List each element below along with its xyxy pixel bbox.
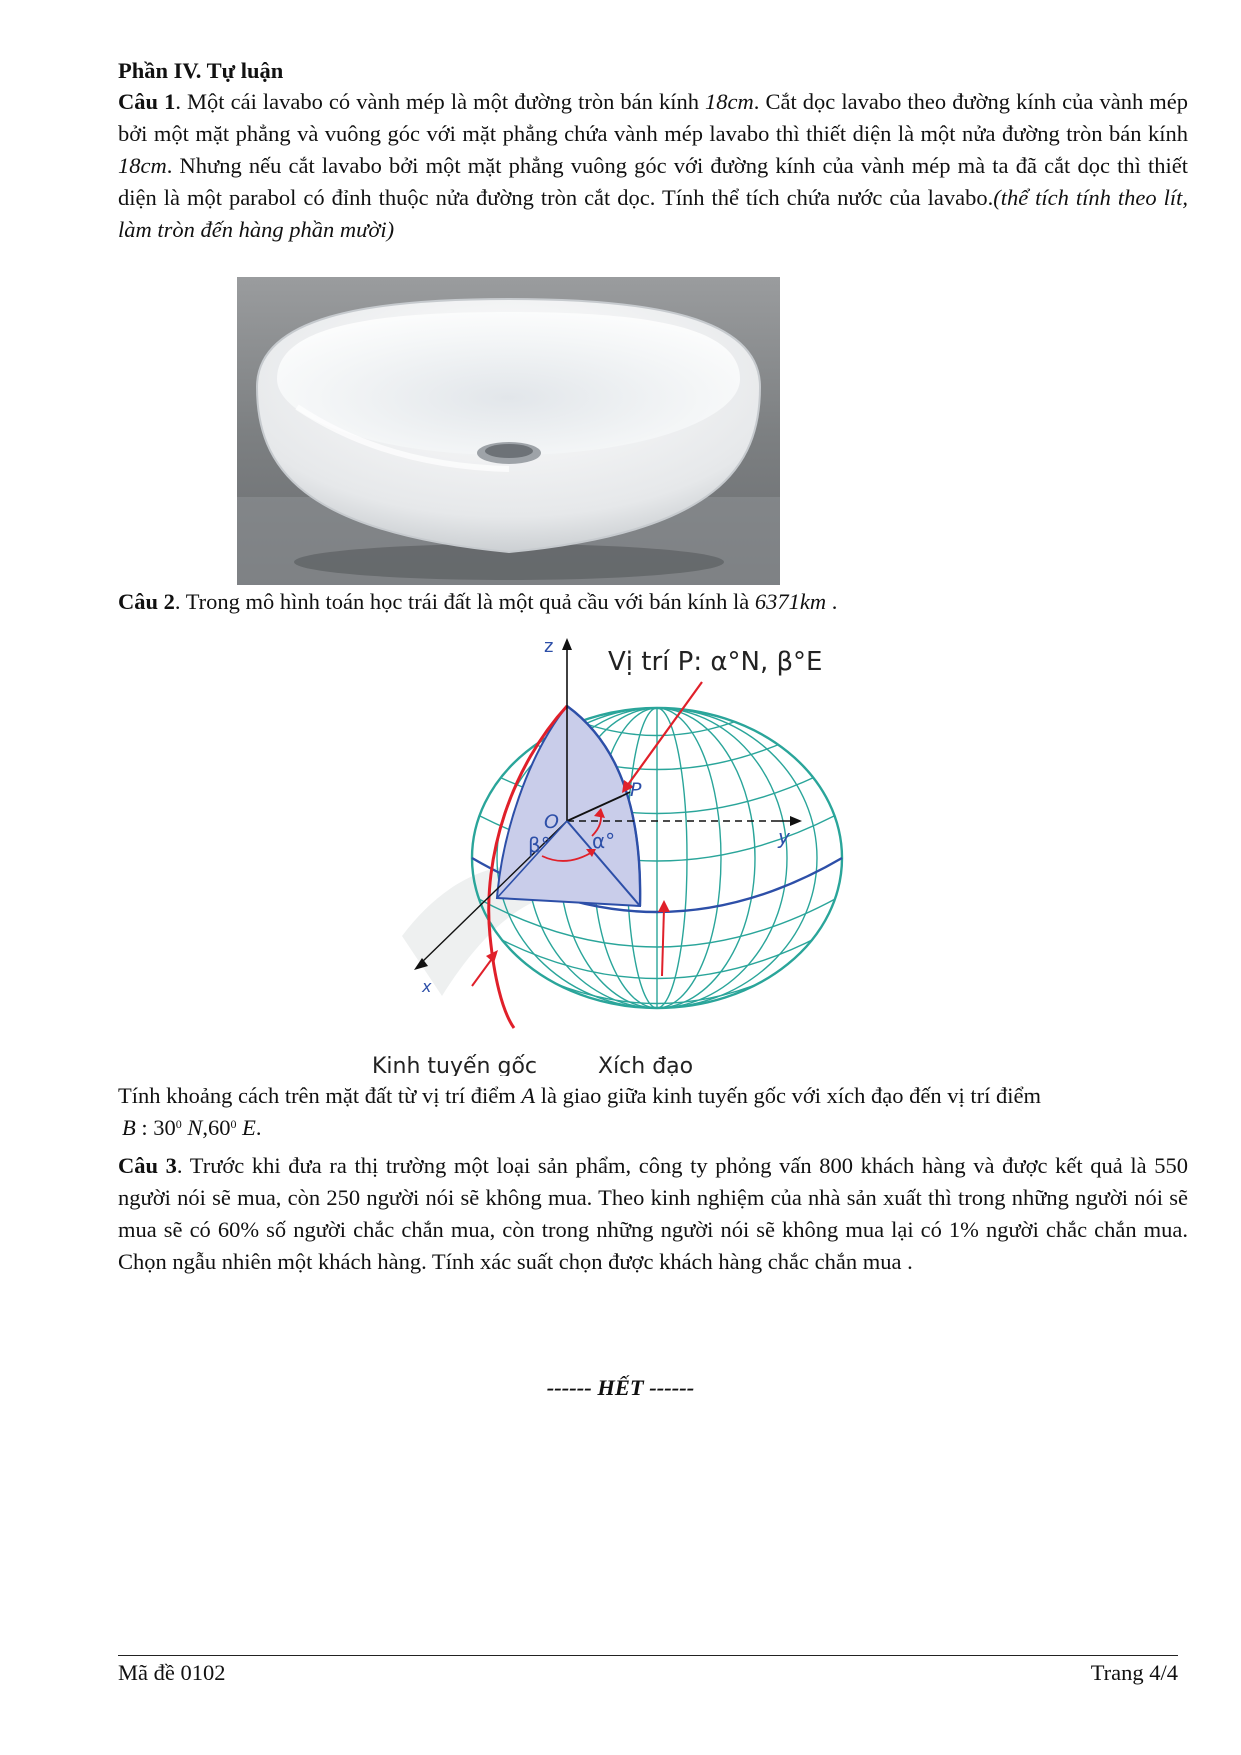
axis-z-label: z (544, 636, 554, 657)
question-2-text-a: . Trong mô hình toán học trái đất là một quả cầu với bán kính là (174, 589, 755, 614)
axis-y-label: y (778, 825, 790, 849)
coord-comma: , (202, 1115, 209, 1140)
question-2-text-b: . (826, 589, 838, 614)
longitude-degree: 60 (208, 1115, 231, 1140)
globe-diagram (372, 636, 942, 1076)
question-2-task-a: Tính khoảng cách trên mặt đất từ vị trí điểm (118, 1083, 522, 1108)
point-a-symbol: A (521, 1083, 536, 1108)
question-3 (118, 1150, 1188, 1278)
latitude-degree-sup: 0 (175, 1117, 182, 1131)
coord-separator: : (135, 1115, 154, 1140)
question-2-task-b: là giao giữa kinh tuyến gốc với xích đạo đến vị trí điểm (535, 1083, 1041, 1108)
exam-code: Mã đề 0102 (118, 1660, 226, 1685)
coord-end-dot: . (255, 1115, 262, 1140)
beta-angle-label: β° (528, 833, 551, 857)
question-1 (118, 86, 1188, 246)
radius-value-1: 18cm (705, 89, 754, 114)
origin-label: O (544, 811, 559, 833)
end-marker: ------ HẾT ------ (546, 1375, 695, 1400)
longitude-degree-sup: 0 (230, 1117, 237, 1131)
question-3-label: Câu 3 (118, 1153, 177, 1178)
question-1-text-c: . Nhưng nếu cắt lavabo bởi một mặt phẳng vuông góc với đường kính của vành mép mà ta đã cắt dọc thì thiết diện là một parabol có đỉnh thuộc nửa đường tròn cắt dọc. Tính thể tích chứa nước của lavabo. (118, 153, 1188, 210)
section-title: Phần IV. Tự luận (118, 58, 284, 83)
point-b-symbol: B (122, 1115, 136, 1140)
page-number: Trang 4/4 (1090, 1660, 1178, 1685)
earth-radius-value: 6371km (754, 589, 827, 614)
question-1-text-b: . Cắt dọc lavabo theo đường kính của vành mép bởi một mặt phẳng và vuông góc với mặt phẳng chứa vành mép lavabo thì thiết diện là một nửa đường tròn bán kính (118, 89, 1188, 146)
question-1-label: Câu 1 (118, 89, 176, 114)
equator-caption: Xích đạo (598, 1054, 694, 1076)
sink-photo (237, 277, 780, 585)
question-2-label: Câu 2 (118, 589, 175, 614)
question-2 (118, 586, 1188, 618)
question-3-text: . Trước khi đưa ra thị trường một loại sản phẩm, công ty phỏng vấn 800 khách hàng và được kết quả là 550 người nói sẽ mua, còn 250 người nói sẽ không mua. Theo kinh nghiệm của nhà sản xuất thì trong những người nói sẽ mua sẽ có 60% số người chắc chắn mua, còn trong những người nói sẽ không mua lại có 1% người chắc chắn mua. Chọn ngẫu nhiên một khách hàng. Tính xác suất chọn được khách hàng chắc chắn mua . (118, 1153, 1189, 1274)
point-p-label: P (630, 779, 642, 801)
axis-x-label: x (422, 977, 432, 996)
question-2-task (118, 1080, 1188, 1144)
question-1-text-a: . Một cái lavabo có vành mép là một đường tròn bán kính (175, 89, 706, 114)
position-p-caption: Vị trí P: α°N, β°E (608, 647, 823, 677)
question-1-note: (thể tích tính theo lít, làm tròn đến hàng phần mười) (118, 185, 1188, 242)
latitude-direction: N (181, 1115, 203, 1140)
alpha-angle-label: α° (592, 829, 616, 853)
latitude-degree: 30 (153, 1115, 176, 1140)
footer-divider (118, 1655, 1178, 1656)
prime-meridian-caption: Kinh tuyến gốc (372, 1054, 537, 1076)
radius-value-2: 18cm (118, 153, 167, 178)
longitude-direction: E (236, 1115, 256, 1140)
